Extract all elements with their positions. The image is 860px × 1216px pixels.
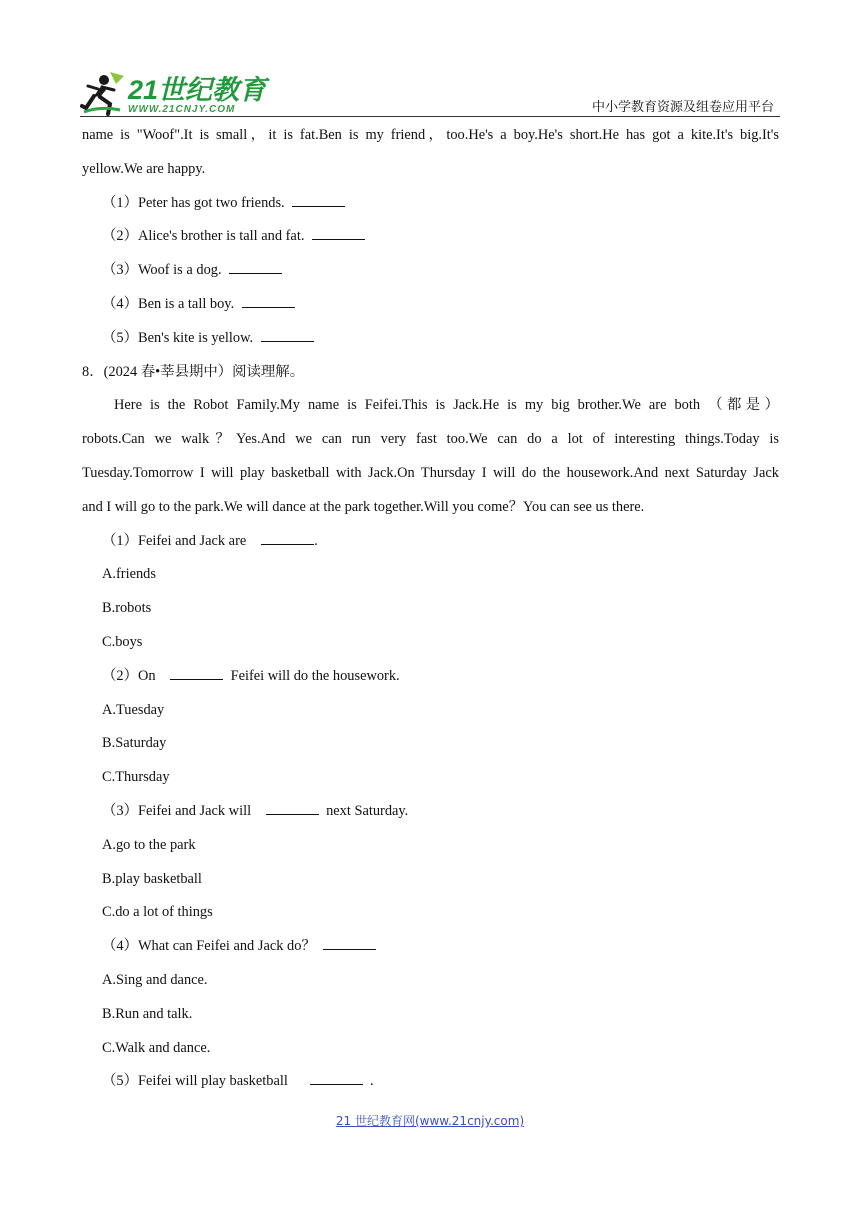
passage-line: and I will go to the park.We will dance at the park together.Will you come？You can see us there.: [82, 498, 645, 515]
document-body: [82, 119, 779, 1099]
answer-blank[interactable]: [310, 1070, 363, 1085]
option[interactable]: C.Walk and dance.: [102, 1039, 211, 1056]
mc-question: （1）Feifei and Jack are .: [82, 525, 779, 559]
answer-blank[interactable]: [229, 259, 282, 274]
answer-blank[interactable]: [242, 293, 295, 308]
mc-question: （5）Feifei will play basketball .: [82, 1065, 779, 1099]
tf-question: （3）Woof is a dog.: [82, 254, 779, 288]
passage-line: Here is the Robot Family.My name is Feifei.This is Jack.He is my big brother.We are both （都是）: [114, 397, 779, 414]
option[interactable]: A.go to the park: [102, 836, 196, 853]
answer-blank[interactable]: [170, 665, 223, 680]
answer-blank[interactable]: [266, 800, 319, 815]
tf-question: （4）Ben is a tall boy.: [82, 288, 779, 322]
option[interactable]: B.Saturday: [102, 735, 167, 752]
answer-blank[interactable]: [261, 327, 314, 342]
option[interactable]: C.Thursday: [102, 769, 170, 786]
passage-line: Tuesday.Tomorrow I will play basketball with Jack.On Thursday I will do the housework.And next Saturday Jack: [82, 464, 779, 481]
passage-line: name is "Woof".It is small，it is fat.Ben is my friend，too.He's a boy.He's short.He has got a kite.It's big.It's: [82, 127, 779, 143]
footer-link[interactable]: 21 世纪教育网(www.21cnjy.com): [335, 1114, 525, 1128]
option[interactable]: A.Tuesday: [102, 701, 165, 718]
mc-question: （2）On Feifei will do the housework.: [82, 660, 779, 694]
passage-line: yellow.We are happy.: [82, 160, 206, 177]
option[interactable]: C.do a lot of things: [102, 904, 213, 921]
tf-question: （1）Peter has got two friends.: [82, 187, 779, 221]
passage-line: robots.Can we walk？Yes.And we can run very fast too.We can do a lot of interesting things.Today is: [82, 431, 779, 448]
brand-logo: [80, 70, 266, 116]
option[interactable]: B.Run and talk.: [102, 1005, 193, 1022]
answer-blank[interactable]: [292, 192, 345, 207]
option[interactable]: A.Sing and dance.: [102, 971, 208, 988]
mc-question: （3）Feifei and Jack will next Saturday.: [82, 795, 779, 829]
question-title: 8．(2024 春•莘县期中）阅读理解。: [82, 363, 305, 380]
answer-blank[interactable]: [261, 530, 314, 545]
header-divider: [80, 116, 780, 117]
mc-question: （4）What can Feifei and Jack do？: [82, 930, 779, 964]
tf-question: （5）Ben's kite is yellow.: [82, 322, 779, 356]
tf-question: （2）Alice's brother is tall and fat.: [82, 220, 779, 254]
page-header: [80, 64, 780, 120]
option[interactable]: B.robots: [102, 600, 152, 617]
answer-blank[interactable]: [312, 225, 365, 240]
answer-blank[interactable]: [323, 935, 376, 950]
option[interactable]: A.friends: [102, 566, 156, 583]
logo-url: WWW.21CNJY.COM: [128, 104, 236, 115]
option[interactable]: B.play basketball: [102, 870, 202, 887]
runner-logo-icon: [80, 70, 126, 116]
logo-title: 21世纪教育: [128, 75, 267, 105]
platform-label: 中小学教育资源及组卷应用平台: [591, 100, 774, 115]
option[interactable]: C.boys: [102, 633, 143, 650]
